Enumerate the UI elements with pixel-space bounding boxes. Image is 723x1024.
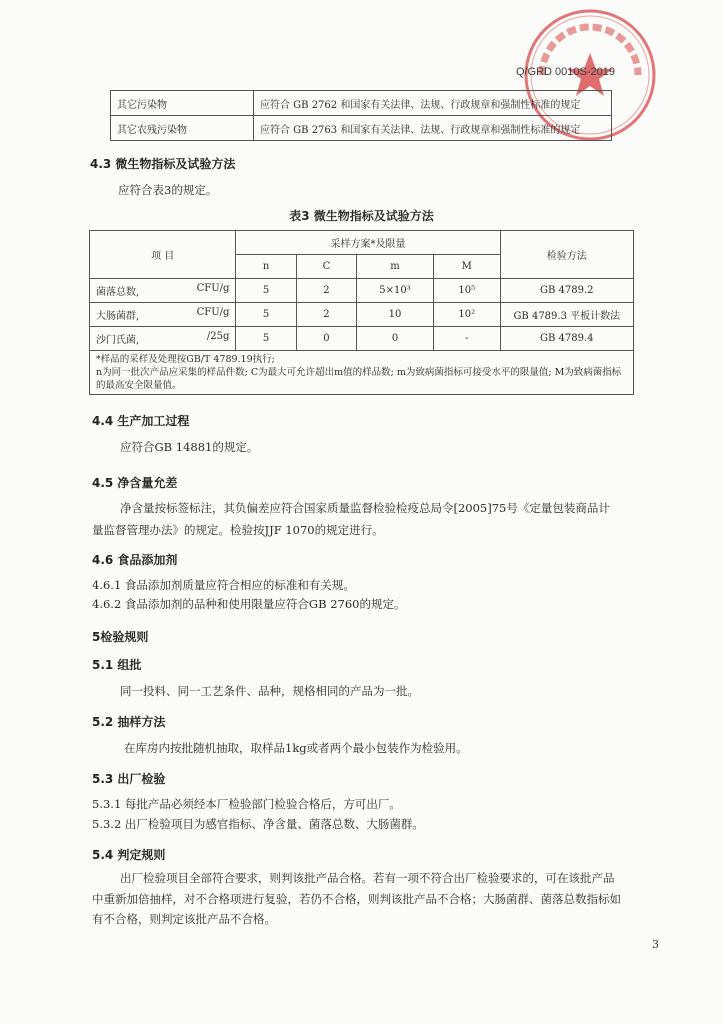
table-cell: 应符合 GB 2762 和国家有关法律、法规、行政规章和强制性标准的规定 bbox=[254, 91, 612, 116]
cell-n: 5 bbox=[236, 303, 296, 327]
table-row bbox=[90, 303, 634, 327]
row-name-cell bbox=[90, 303, 236, 327]
row-name-cell bbox=[90, 279, 236, 303]
section-text-4-5-line2: 量监督管理办法》的规定。检验按JJF 1070的规定进行。 bbox=[92, 523, 384, 537]
table-row bbox=[90, 279, 634, 303]
section-text-5-4-line3: 有不合格，则判定该批产品不合格。 bbox=[92, 912, 276, 926]
table-note-row bbox=[90, 351, 634, 395]
cell-method: GB 4789.2 bbox=[500, 279, 633, 303]
section-heading-5: 5检验规则 bbox=[92, 630, 149, 644]
page-number: 3 bbox=[652, 938, 659, 951]
row-name: 大肠菌群, bbox=[96, 311, 140, 322]
standard-number: Q/GRD 0010S-2019 bbox=[515, 66, 615, 78]
microbial-table bbox=[89, 230, 634, 395]
table-cell: 应符合 GB 2763 和国家有关法律、法规、行政规章和强制性标准的规定 bbox=[254, 116, 612, 141]
col-header-plan: 采样方案*及限量 bbox=[236, 231, 500, 255]
cell-method: GB 4789.4 bbox=[500, 327, 633, 351]
sub-header-c: C bbox=[296, 255, 356, 279]
section-heading-5-2: 5.2 抽样方法 bbox=[92, 715, 166, 729]
cell-M: - bbox=[433, 327, 500, 351]
table-row bbox=[111, 91, 612, 116]
sub-header-m: m bbox=[357, 255, 434, 279]
section-heading-5-4: 5.4 判定规则 bbox=[92, 848, 166, 862]
cell-c: 2 bbox=[296, 279, 356, 303]
table-note bbox=[90, 351, 634, 395]
cell-m: 5×10³ bbox=[357, 279, 434, 303]
section-heading-4-3: 4.3 微生物指标及试验方法 bbox=[90, 157, 236, 171]
cell-m: 0 bbox=[357, 327, 434, 351]
cell-c: 2 bbox=[296, 303, 356, 327]
cell-m: 10 bbox=[357, 303, 434, 327]
section-text-5-2: 在库房内按批随机抽取，取样品1kg或者两个最小包装作为检验用。 bbox=[124, 741, 468, 755]
table-row bbox=[111, 116, 612, 141]
table-note-1: *样品的采样及处理按GB/T 4789.19执行; bbox=[96, 354, 275, 365]
cell-n: 5 bbox=[236, 279, 296, 303]
row-name: 菌落总数, bbox=[96, 287, 140, 298]
cell-M: 10² bbox=[433, 303, 500, 327]
contaminants-table bbox=[110, 90, 612, 141]
sub-header-M: M bbox=[433, 255, 500, 279]
cell-M: 10⁵ bbox=[433, 279, 500, 303]
section-item-4-6-2: 4.6.2 食品添加剂的品种和使用限量应符合GB 2760的规定。 bbox=[92, 597, 406, 611]
table-note-2: n为同一批次产品应采集的样品件数; C为最大可允许超出m值的样品数; m为致病菌指标可接受水平的限量值; M为致病菌指标的最高安全限量值。 bbox=[96, 367, 622, 391]
col-header-method: 检验方法 bbox=[500, 231, 633, 279]
section-item-4-6-1: 4.6.1 食品添加剂质量应符合相应的标准和有关规。 bbox=[92, 578, 355, 592]
table-cell: 其它农残污染物 bbox=[111, 116, 254, 141]
section-heading-5-3: 5.3 出厂检验 bbox=[92, 772, 166, 786]
section-item-5-3-2: 5.3.2 出厂检验项目为感官指标、净含量、菌落总数、大肠菌群。 bbox=[92, 817, 424, 831]
section-heading-4-4: 4.4 生产加工过程 bbox=[92, 414, 190, 428]
section-text-5-4-line1: 出厂检验项目全部符合要求，则判该批产品合格。若有一项不符合出厂检验要求的，可在该批产品 bbox=[120, 871, 615, 885]
row-unit: CFU/g bbox=[196, 307, 230, 318]
row-name: 沙门氏菌, bbox=[96, 335, 140, 346]
row-unit: /25g bbox=[206, 331, 230, 342]
col-header-item: 项 目 bbox=[90, 231, 236, 279]
section-heading-5-1: 5.1 组批 bbox=[92, 658, 142, 672]
sub-header-n: n bbox=[236, 255, 296, 279]
cell-n: 5 bbox=[236, 327, 296, 351]
cell-c: 0 bbox=[296, 327, 356, 351]
section-heading-4-5: 4.5 净含量允差 bbox=[92, 476, 178, 490]
row-unit: CFU/g bbox=[196, 283, 230, 294]
section-heading-4-6: 4.6 食品添加剂 bbox=[92, 553, 178, 567]
section-text-4-4: 应符合GB 14881的规定。 bbox=[120, 440, 259, 454]
section-text-4-5-line1: 净含量按标签标注，其负偏差应符合国家质量监督检验检疫总局令[2005]75号《定量包装商品计 bbox=[120, 501, 610, 515]
section-text-4-3: 应符合表3的规定。 bbox=[118, 183, 218, 197]
section-text-5-1: 同一投料、同一工艺条件、品种，规格相同的产品为一批。 bbox=[120, 684, 419, 698]
table3-caption: 表3 微生物指标及试验方法 bbox=[289, 209, 434, 223]
section-text-5-4-line2: 中重新加倍抽样，对不合格项进行复验，若仍不合格，则判该批产品不合格；大肠菌群、菌落总数指标如 bbox=[92, 892, 621, 906]
table-header-row bbox=[90, 231, 634, 255]
cell-method: GB 4789.3 平板计数法 bbox=[500, 303, 633, 327]
table-cell: 其它污染物 bbox=[111, 91, 254, 116]
section-item-5-3-1: 5.3.1 每批产品必须经本厂检验部门检验合格后，方可出厂。 bbox=[92, 797, 401, 811]
row-name-cell bbox=[90, 327, 236, 351]
table-row bbox=[90, 327, 634, 351]
